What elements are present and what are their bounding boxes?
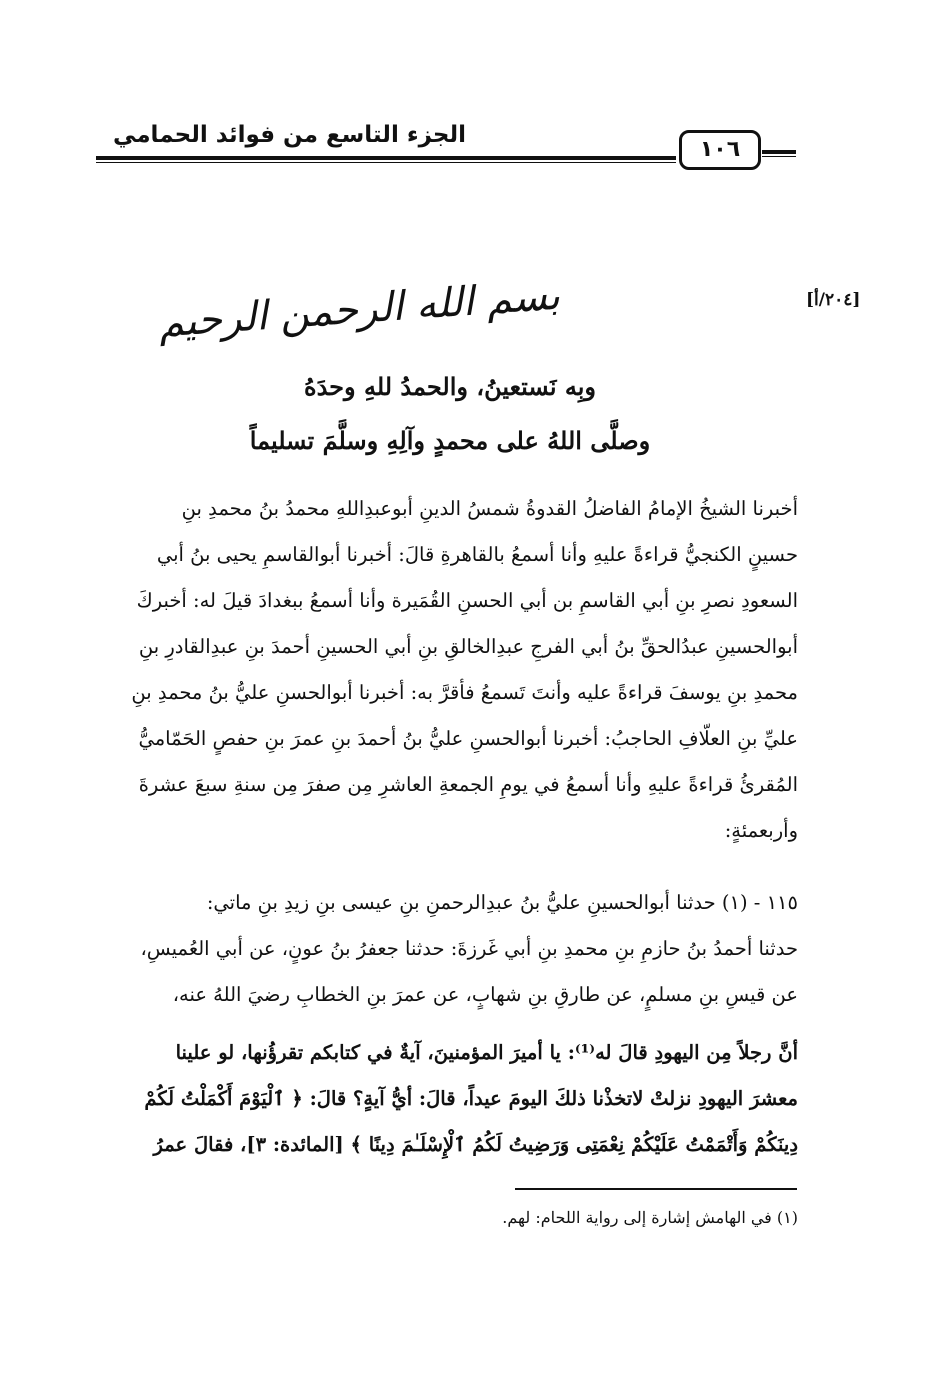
hadith-isnad: [102, 880, 798, 1018]
text-line: السعودِ نصرِ بنِ أبي القاسمِ بن أبي الحسنِ القُمَيرة وأنا أسمعُ ببغدادَ قيلَ له: أخبركَ: [136, 589, 798, 612]
opening-line-2: وصلَّى اللهُ على محمدٍ وآلِهِ وسلَّمَ تسليماً: [249, 426, 651, 455]
text-line: وأربعمئةٍ:: [724, 819, 798, 842]
header-rule-right: [762, 150, 796, 154]
running-title: الجزء التاسع من فوائد الحمامي: [113, 122, 466, 148]
header-rule-thin: [96, 162, 676, 163]
manuscript-folio-ref: [٢٠٤/أ]: [806, 290, 861, 310]
text-line: المُقرئُ قراءةً عليهِ وأنا أسمعُ في يومِ الجمعةِ العاشرِ مِن صفرَ مِن سنةِ سبعَ عشرةَ: [138, 773, 798, 796]
text-line: محمدِ بنِ يوسفَ قراءةً عليه وأنتَ تَسمعُ فأقرَّ به: أخبرنا أبوالحسنِ عليُّ بنُ محمدِ بنِ: [131, 681, 798, 704]
text-line: عليِّ بنِ العلّافِ الحاجبُ: أخبرنا أبوالحسنِ عليُّ بنُ أحمدَ بنِ عمرَ بنِ حفصٍ الحَمّاميُّ: [138, 727, 798, 750]
page-header: [96, 118, 796, 178]
text-line: حدثنا أحمدُ بنُ حازمِ بنِ محمدِ بنِ أبي غَرزةَ: حدثنا جعفرُ بنُ عونٍ، عن أبي العُميسِ،: [140, 937, 798, 960]
text-line: ١١٥ - (١) حدثنا أبوالحسينِ عليُّ بنُ عبدِالرحمنِ بنِ عيسى بنِ زيدِ بنِ ماتي:: [206, 891, 798, 914]
basmala-calligraphy: بسم الله الرحمن الرحيم: [157, 272, 562, 347]
footnote-separator: [515, 1188, 797, 1190]
header-rule-right-thin: [762, 156, 796, 157]
text-line: أبوالحسينِ عبدُالحقِّ بنُ أبي الفرجِ عبدِالخالقِ بنِ أبي الحسينِ أحمدَ بنِ عبدِالقادرِ بنِ: [138, 635, 798, 658]
hadith-matn: [102, 1030, 798, 1168]
text-line: حسينٍ الكنجيُّ قراءةً عليهِ وأنا أسمعُ بالقاهرةِ قالَ: أخبرنا أبوالقاسمِ يحيى بنُ أبي: [156, 543, 798, 566]
text-line: دِينَكُمْ وَأَتْمَمْتُ عَلَيْكُمْ نِعْمَتِى وَرَضِيتُ لَكُمُ ٱلْإِسْلَـٰمَ دِينًا ﴾ [المائدة: ٣]، فقالَ عمرُ: [153, 1133, 798, 1156]
text-line: عن قيسِ بنِ مسلمٍ، عن طارقِ بنِ شهابٍ، عن عمرَ بنِ الخطابِ رضيَ اللهُ عنه،: [172, 983, 798, 1006]
opening-line-1: وبِه نَستعينُ، والحمدُ للهِ وحدَهُ: [304, 372, 596, 401]
footnote: (١) في الهامش إشارة إلى رواية اللحام: لهم.: [502, 1208, 798, 1227]
header-rule: [96, 156, 676, 160]
intro-paragraph: [102, 486, 798, 854]
text-line: أخبرنا الشيخُ الإمامُ الفاضلُ القدوةُ شمسُ الدينِ أبوعبدِاللهِ محمدُ بنُ محمدِ بنِ: [181, 497, 798, 520]
text-line: معشرَ اليهودِ نزلتْ لاتخذْنا ذلكَ اليومَ عيداً، قالَ: أيُّ آيةٍ؟ قالَ: ﴿ ٱلْيَوْمَ أَكْمَلْتُ لَكُمْ: [144, 1087, 798, 1110]
text-line: أنَّ رجلاً مِن اليهودِ قالَ له⁽¹⁾: يا أميرَ المؤمنينَ، آيةٌ في كتابكم تقرؤُنها، لو علينا: [175, 1041, 798, 1064]
page-number: ١٠٦: [679, 130, 761, 170]
